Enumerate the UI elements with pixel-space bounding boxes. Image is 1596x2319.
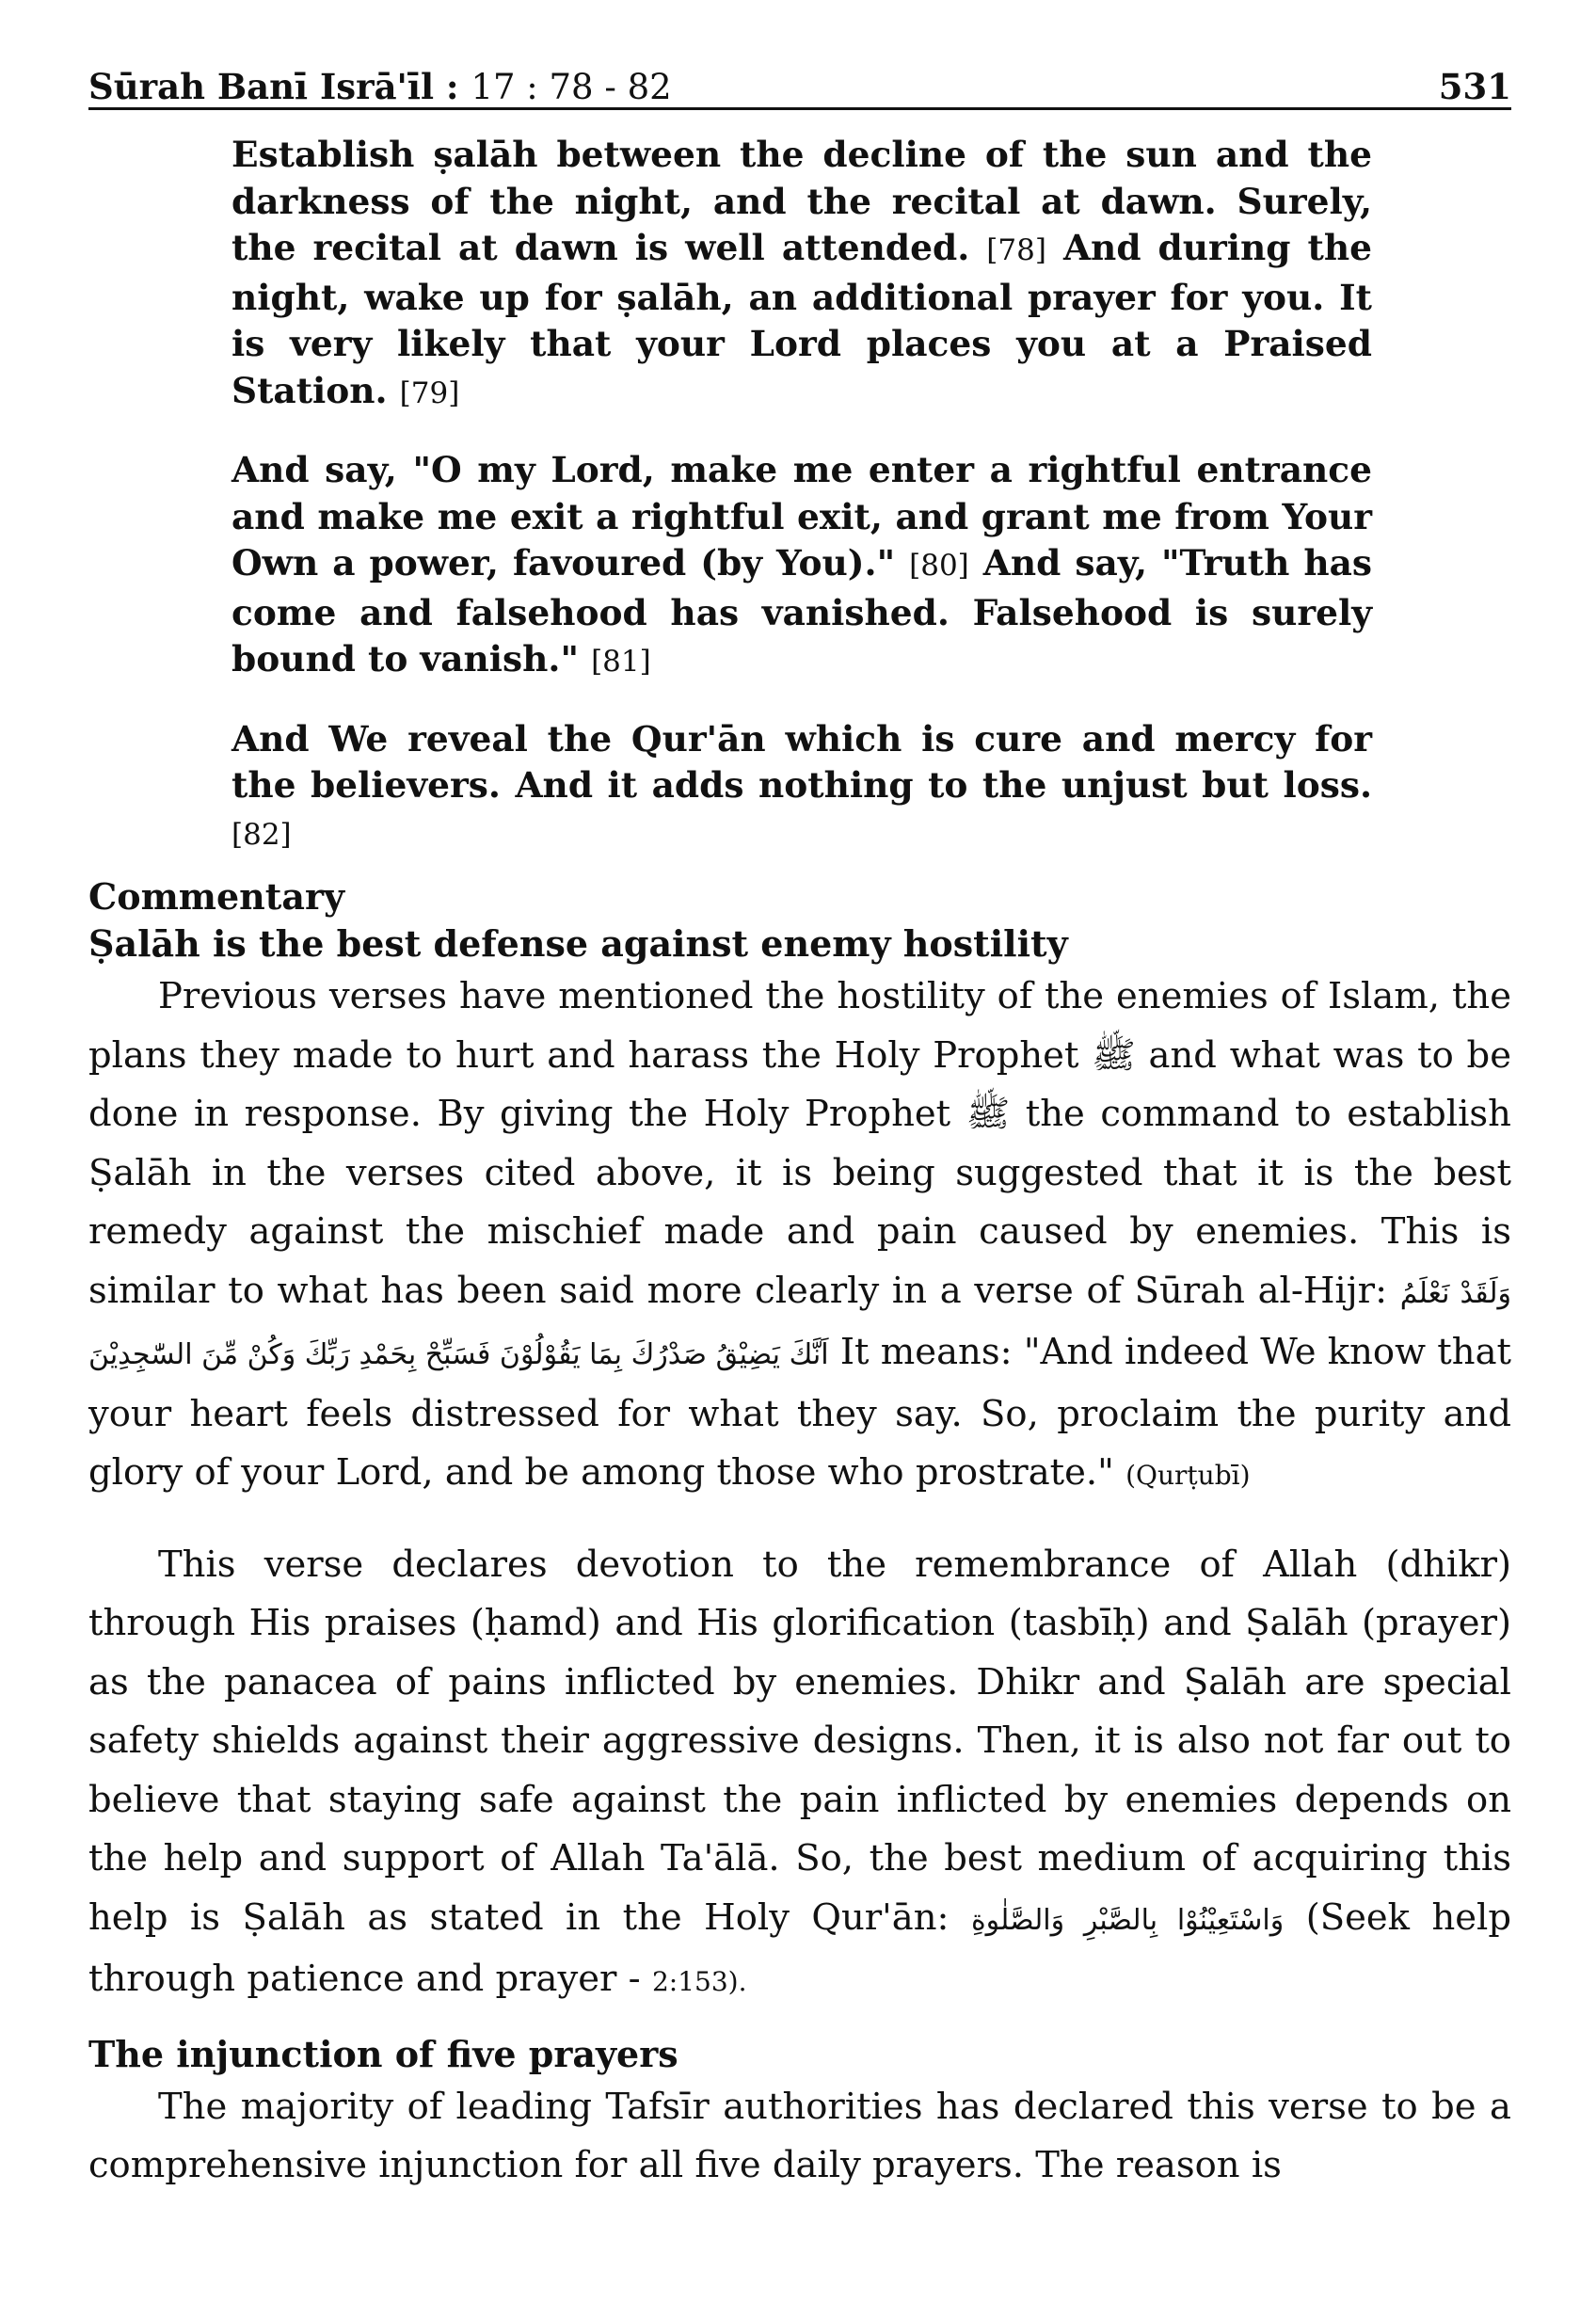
commentary-paragraph: The majority of leading Tafsīr authorities has declared this verse to be a comprehensive injunction for all five daily prayers. The reason is [88, 2085, 1511, 2186]
commentary-paragraph [88, 968, 1511, 1506]
header-title [88, 66, 672, 107]
verse-block [231, 716, 1372, 859]
commentary-section [88, 873, 1511, 2196]
verse-citation: 2:153). [651, 1966, 747, 1997]
header-rule [88, 107, 1511, 110]
verse-text: And We reveal the Qur'ān which is cure and mercy for the believers. And it adds nothing to the unjust but loss. [231, 717, 1372, 806]
section-heading: The injunction of five prayers [88, 2032, 678, 2075]
verse-block [231, 132, 1372, 417]
verse-number: [80] [909, 549, 969, 583]
surah-name: Sūrah Banī Isrā'īl : [88, 66, 459, 107]
translated-verses [231, 132, 1372, 888]
paragraph-text: This verse declares devotion to the remembrance of Allah (dhikr) through His praises (ḥamd) and His glorification (tasbīḥ) and Ṣalāh (prayer) as the panacea of pains inflicted by enemies. Dhikr and Ṣalāh are special safety shields against their aggressive designs. Then, it is also not far out to believe that staying safe against the pain inflicted by enemies depends on the help and support of Allah Ta'ālā. So, the best medium of acquiring this help is Ṣalāh as stated in the Holy Qur'ān: [88, 1543, 1511, 1939]
section-heading: Commentary [88, 875, 345, 918]
verse-text: And say, "O my Lord, make me enter a rightful entrance and make me exit a rightful exit, and grant me from Your Own a power, favoured (by You)." [231, 449, 1372, 584]
verse-text: And during the night, wake up for ṣalāh, an additional prayer for you. It is very likely that your Lord places you at a Praised Station. [231, 227, 1372, 411]
paragraph-text: (Seek help through patience and prayer - [88, 1895, 1512, 2000]
verse-number: [81] [591, 645, 651, 679]
section-subheading: Ṣalāh is the best defense against enemy hostility [88, 922, 1068, 965]
page-number: 531 [1438, 66, 1511, 107]
verse-reference: 17 : 78 - 82 [471, 67, 672, 107]
source-citation: (Qurṭubī) [1125, 1460, 1251, 1491]
running-header [88, 43, 1511, 107]
paragraph-text: Previous verses have mentioned the hostility of the enemies of Islam, the plans they made to hurt and harass the Holy Prophet ﷺ and what was to be done in response. By giving the Holy Prophet ﷺ the command to establish Ṣalāh in the verses cited above, it is being suggested that it is the best remedy against the mischief made and pain caused by enemies. This is similar to what has been said more clearly in a verse of Sūrah al-Hijr: [88, 975, 1511, 1312]
verse-text: Establish ṣalāh between the decline of the sun and the darkness of the night, and the recital at dawn. Surely, the recital at dawn is well attended. [231, 134, 1372, 268]
verse-number: [79] [399, 376, 460, 410]
arabic-quotation: وَاسْتَعِيْنُوْا بِالصَّبْرِ وَالصَّلٰوةِ [970, 1903, 1285, 1937]
commentary-paragraph [88, 1536, 1511, 2012]
verse-number: [78] [986, 233, 1046, 267]
verse-text: And say, "Truth has come and falsehood has vanished. Falsehood is surely bound to vanish." [231, 542, 1372, 680]
paragraph-text: It means: "And indeed We know that your heart feels distressed for what they say. So, proclaim the purity and glory of your Lord, and be among those who prostrate." [88, 1331, 1512, 1494]
verse-block [231, 447, 1372, 686]
arabic-quotation: وَلَقَدْ نَعْلَمُ اَنَّكَ يَضِيْقُ صَدْرُكَ بِمَا يَقُوْلُوْنَ فَسَبِّحْ بِحَمْدِ رَبِّكَ وَكُنْ مِّنَ السّٰجِدِيْنَ [88, 1276, 1511, 1371]
verse-number: [82] [231, 817, 292, 852]
